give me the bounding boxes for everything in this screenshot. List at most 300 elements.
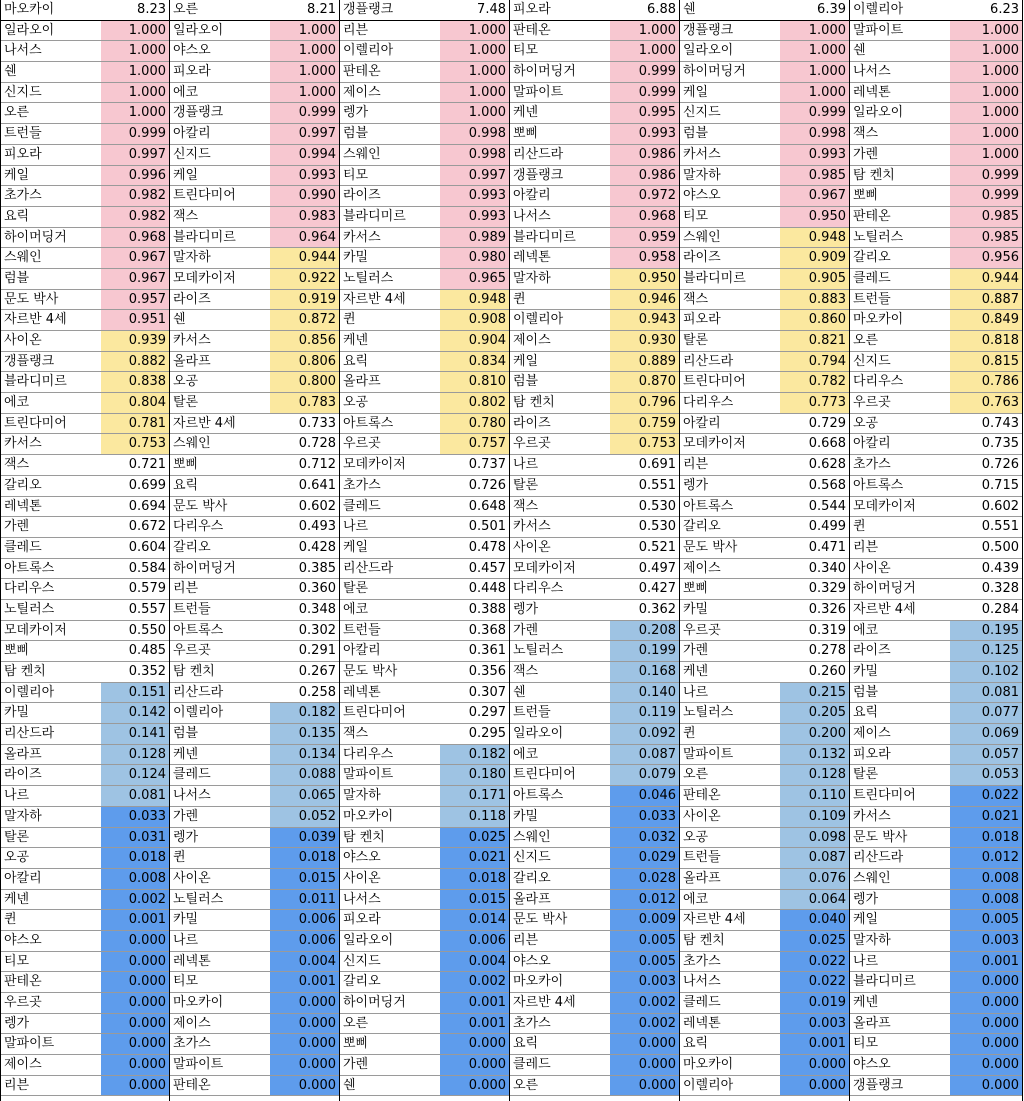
table-row	[170, 207, 339, 228]
matchup-value: 0.135	[270, 724, 339, 744]
champion-name: 자르반 4세	[513, 995, 576, 1010]
table-row	[680, 331, 849, 352]
matchup-value: 0.000	[101, 1014, 169, 1034]
table-row	[340, 310, 509, 331]
matchup-value: 0.081	[950, 683, 1022, 703]
champion-name: 사이온	[683, 808, 721, 824]
champion-name: 탐 켄치	[513, 395, 555, 411]
header-champion: 마오카이	[4, 2, 55, 17]
champion-name: 아칼리	[853, 436, 891, 452]
table-row	[1, 414, 169, 435]
matchup-value: 0.728	[298, 436, 336, 452]
champion-name: 오른	[4, 105, 30, 121]
table-row	[340, 207, 509, 228]
table-row	[170, 641, 339, 662]
champion-name: 다리우스	[343, 746, 394, 762]
champion-name: 잭스	[173, 208, 199, 224]
matchup-value: 0.757	[440, 434, 509, 454]
champion-name: 야스오	[513, 953, 551, 969]
table-row	[170, 186, 339, 207]
champion-name: 레넥톤	[683, 1015, 721, 1031]
champion-name: 이렐리아	[173, 705, 224, 721]
table-row	[510, 414, 679, 435]
champion-name: 우르곳	[173, 643, 211, 659]
champion-name: 요릭	[173, 477, 199, 493]
table-row	[850, 952, 1022, 973]
champion-name: 레넥톤	[4, 498, 42, 514]
champion-name: 우르곳	[683, 622, 721, 638]
champion-name: 노틸러스	[4, 601, 55, 617]
champion-name: 하이머딩거	[683, 64, 746, 80]
table-row	[850, 497, 1022, 518]
matchup-value: 0.328	[981, 581, 1019, 597]
matchup-value: 0.000	[270, 1076, 339, 1096]
matchup-value: 0.000	[610, 1076, 679, 1096]
table-row	[170, 331, 339, 352]
table-row	[1, 579, 169, 600]
champion-name: 피오라	[4, 146, 42, 162]
champion-name: 말자하	[173, 250, 211, 266]
champion-name: 제이스	[343, 84, 381, 100]
table-row	[850, 455, 1022, 476]
champion-name: 문도 박사	[683, 539, 738, 555]
matchup-value: 0.995	[610, 103, 679, 123]
table-row	[510, 869, 679, 890]
table-row	[850, 414, 1022, 435]
matchup-value: 0.887	[950, 290, 1022, 310]
table-row	[850, 703, 1022, 724]
header-score: 7.48	[477, 2, 506, 17]
table-row	[850, 1034, 1022, 1055]
table-row	[680, 683, 849, 704]
table-row	[510, 21, 679, 42]
matchup-value: 0.000	[101, 993, 169, 1013]
matchup-value: 0.001	[440, 993, 509, 1013]
champion-name: 다리우스	[853, 374, 904, 390]
table-row	[1, 1055, 169, 1076]
matchup-value: 0.001	[780, 1034, 849, 1054]
matchup-value: 1.000	[950, 62, 1022, 82]
champion-name: 다리우스	[173, 519, 224, 535]
champion-name: 케일	[853, 912, 879, 928]
table-row	[510, 1034, 679, 1055]
champion-name: 리산드라	[343, 560, 394, 576]
matchup-value: 0.003	[610, 972, 679, 992]
champion-name: 나서스	[4, 43, 42, 59]
table-row	[510, 1014, 679, 1035]
table-row	[680, 890, 849, 911]
matchup-value: 0.694	[128, 498, 166, 514]
matchup-value: 0.260	[808, 664, 846, 679]
table-row	[170, 765, 339, 786]
column-6	[850, 0, 1023, 1101]
matchup-value: 0.909	[780, 248, 849, 268]
table-row	[170, 248, 339, 269]
champion-name: 리산드라	[173, 684, 224, 700]
matchup-value: 0.584	[128, 560, 166, 576]
champion-name: 블라디미르	[343, 208, 406, 224]
matchup-value: 0.956	[950, 248, 1022, 268]
table-row	[1, 1034, 169, 1055]
champion-name: 리산드라	[853, 850, 904, 866]
champion-name: 모데카이저	[853, 498, 916, 514]
champion-name: 리산드라	[4, 726, 55, 742]
champion-name: 아칼리	[173, 126, 211, 142]
matchup-value: 0.721	[128, 457, 166, 473]
matchup-value: 0.882	[101, 352, 169, 372]
champion-name: 말자하	[683, 167, 721, 183]
champion-name: 말자하	[343, 788, 381, 804]
table-row	[340, 331, 509, 352]
champion-name: 트린다미어	[683, 374, 746, 390]
table-row	[170, 890, 339, 911]
table-row	[1, 952, 169, 973]
table-row	[170, 869, 339, 890]
matchup-value: 0.081	[101, 786, 169, 806]
table-row	[850, 1014, 1022, 1035]
champion-name: 이렐리아	[513, 312, 564, 328]
champion-name: 레넥톤	[513, 250, 551, 266]
matchup-value: 0.999	[950, 166, 1022, 186]
matchup-value: 0.950	[610, 269, 679, 289]
matchup-value: 0.033	[101, 807, 169, 827]
matchup-value: 0.009	[610, 910, 679, 930]
table-row	[340, 21, 509, 42]
champion-name: 요릭	[853, 705, 879, 721]
champion-name: 카서스	[343, 229, 381, 245]
champion-name: 말파이트	[683, 746, 734, 762]
table-row	[510, 497, 679, 518]
champion-name: 요릭	[4, 208, 30, 224]
champion-name: 티모	[513, 43, 539, 59]
table-row	[680, 724, 849, 745]
table-row	[680, 807, 849, 828]
table-row	[340, 641, 509, 662]
matchup-value: 0.428	[298, 539, 336, 555]
table-row	[340, 455, 509, 476]
matchup-value: 0.930	[610, 331, 679, 351]
champion-name: 탈론	[343, 581, 369, 597]
table-row	[680, 1076, 849, 1097]
matchup-value: 0.368	[468, 622, 506, 638]
matchup-value: 0.500	[981, 539, 1019, 555]
table-row	[170, 579, 339, 600]
matchup-value: 0.022	[950, 786, 1022, 806]
table-row	[170, 166, 339, 187]
table-row	[850, 103, 1022, 124]
matchup-value: 0.000	[101, 931, 169, 951]
table-row	[850, 848, 1022, 869]
matchup-value: 0.998	[440, 124, 509, 144]
matchup-value: 0.544	[808, 498, 846, 514]
table-row	[680, 476, 849, 497]
champion-name: 일라오이	[343, 932, 394, 948]
table-row	[510, 952, 679, 973]
table-row	[510, 228, 679, 249]
matchup-value: 0.944	[270, 248, 339, 268]
table-row	[510, 579, 679, 600]
champion-name: 에코	[4, 395, 30, 411]
matchup-value: 0.005	[610, 952, 679, 972]
table-row	[850, 352, 1022, 373]
champion-name: 잭스	[853, 126, 879, 142]
table-row	[850, 641, 1022, 662]
matchup-value: 0.753	[610, 434, 679, 454]
champion-name: 신지드	[683, 105, 721, 121]
table-row	[510, 476, 679, 497]
table-row	[680, 41, 849, 62]
matchup-value: 0.641	[298, 477, 336, 493]
table-row	[680, 1014, 849, 1035]
matchup-value: 0.000	[610, 1055, 679, 1075]
table-row	[340, 434, 509, 455]
matchup-value: 0.602	[981, 498, 1019, 514]
table-row	[850, 993, 1022, 1014]
matchup-value: 0.004	[270, 952, 339, 972]
table-row	[340, 248, 509, 269]
champion-name: 오른	[683, 767, 709, 783]
champion-name: 쉔	[853, 43, 866, 59]
champion-name: 갈리오	[853, 250, 891, 266]
champion-name: 쉔	[343, 1077, 356, 1093]
matchup-value: 0.993	[440, 207, 509, 227]
table-row	[170, 621, 339, 642]
table-row	[1, 600, 169, 621]
matchup-value: 0.943	[610, 310, 679, 330]
table-row	[1, 828, 169, 849]
champion-name: 케넨	[343, 333, 369, 348]
champion-name: 노틸러스	[513, 643, 564, 659]
matchup-value: 0.356	[468, 664, 506, 679]
matchup-value: 0.033	[610, 807, 679, 827]
table-row	[340, 1034, 509, 1055]
matchup-value: 0.993	[780, 145, 849, 165]
champion-name: 렝가	[683, 477, 709, 493]
champion-name: 사이온	[173, 870, 211, 886]
table-row	[680, 517, 849, 538]
table-row	[680, 166, 849, 187]
matchup-value: 0.990	[270, 186, 339, 206]
champion-name: 오공	[853, 415, 879, 431]
matchup-value: 0.781	[101, 414, 169, 434]
table-row	[170, 455, 339, 476]
matchup-value: 0.999	[780, 103, 849, 123]
matchup-value: 0.699	[128, 477, 166, 493]
table-row	[170, 517, 339, 538]
matchup-value: 0.763	[950, 393, 1022, 413]
table-row	[340, 579, 509, 600]
matchup-value: 0.140	[610, 683, 679, 703]
table-row	[510, 455, 679, 476]
matchup-value: 0.000	[950, 1014, 1022, 1034]
table-row	[1, 931, 169, 952]
champion-name: 사이온	[513, 539, 551, 555]
table-row	[680, 1055, 849, 1076]
matchup-value: 0.818	[950, 331, 1022, 351]
matchup-value: 0.171	[440, 786, 509, 806]
table-row	[340, 786, 509, 807]
matchup-value: 0.712	[298, 457, 336, 473]
champion-name: 일라오이	[683, 43, 734, 59]
champion-name: 탈론	[173, 395, 199, 411]
champion-name: 스웨인	[343, 146, 381, 162]
matchup-value: 0.448	[468, 581, 506, 597]
champion-name: 케넨	[683, 664, 709, 679]
matchup-value: 0.737	[468, 457, 506, 473]
table-row	[340, 538, 509, 559]
table-row	[1, 786, 169, 807]
champion-name: 나서스	[853, 64, 891, 80]
matchup-value: 0.052	[270, 807, 339, 827]
column-2	[170, 0, 340, 1101]
matchup-value: 0.999	[950, 186, 1022, 206]
table-row	[850, 372, 1022, 393]
table-row	[510, 372, 679, 393]
champion-name: 말파이트	[513, 84, 564, 100]
champion-name: 갱플랭크	[513, 167, 564, 183]
table-row	[510, 166, 679, 187]
matchup-value: 0.092	[610, 724, 679, 744]
table-row	[170, 600, 339, 621]
table-row	[850, 207, 1022, 228]
table-row	[680, 538, 849, 559]
table-row	[340, 186, 509, 207]
champion-name: 하이머딩거	[343, 995, 406, 1010]
table-row	[340, 372, 509, 393]
matchup-value: 0.999	[101, 124, 169, 144]
matchup-value: 1.000	[270, 83, 339, 103]
matchup-value: 0.485	[128, 643, 166, 659]
table-row	[850, 62, 1022, 83]
matchup-value: 0.806	[270, 352, 339, 372]
header-score: 6.39	[817, 2, 846, 17]
matchup-value: 1.000	[610, 41, 679, 61]
table-row	[680, 248, 849, 269]
matchup-value: 0.128	[101, 745, 169, 765]
champion-name: 라이즈	[683, 250, 721, 266]
champion-name: 피오라	[343, 912, 381, 928]
champion-name: 뽀삐	[683, 581, 709, 597]
matchup-value: 0.951	[101, 310, 169, 330]
matchup-value: 0.360	[298, 581, 336, 597]
champion-name: 나서스	[683, 974, 721, 990]
champion-name: 올라프	[513, 891, 551, 907]
matchup-value: 0.889	[610, 352, 679, 372]
champion-name: 카서스	[173, 333, 211, 348]
table-row	[850, 828, 1022, 849]
champion-name: 카밀	[4, 705, 30, 721]
champion-name: 말파이트	[853, 22, 904, 38]
matchup-value: 0.069	[950, 724, 1022, 744]
table-row	[510, 62, 679, 83]
matchup-value: 0.134	[270, 745, 339, 765]
matchup-value: 0.972	[610, 186, 679, 206]
table-row	[340, 393, 509, 414]
table-row	[170, 83, 339, 104]
matchup-value: 1.000	[101, 41, 169, 61]
champion-name: 노틸러스	[683, 705, 734, 721]
champion-name: 쉔	[513, 684, 526, 700]
table-row	[680, 621, 849, 642]
matchup-value: 0.905	[780, 269, 849, 289]
champion-name: 뽀삐	[853, 188, 879, 204]
table-row	[850, 724, 1022, 745]
table-row	[340, 476, 509, 497]
table-row	[340, 993, 509, 1014]
matchup-value: 0.109	[780, 807, 849, 827]
champion-name: 야스오	[853, 1057, 891, 1073]
champion-name: 초가스	[173, 1036, 211, 1052]
header-champion: 이렐리아	[853, 2, 904, 17]
table-row	[680, 497, 849, 518]
table-row	[850, 248, 1022, 269]
champion-name: 마오카이	[173, 995, 224, 1010]
champion-name: 뽀삐	[513, 126, 539, 142]
champion-name: 제이스	[4, 1057, 42, 1073]
table-row	[1, 207, 169, 228]
champion-name: 올라프	[173, 353, 211, 369]
matchup-value: 0.849	[950, 310, 1022, 330]
table-row	[1, 848, 169, 869]
matchup-value: 0.015	[270, 869, 339, 889]
header-score: 8.23	[137, 2, 166, 17]
table-row	[170, 414, 339, 435]
matchup-value: 1.000	[101, 83, 169, 103]
matchup-value: 1.000	[780, 62, 849, 82]
table-row	[170, 393, 339, 414]
table-row	[680, 290, 849, 311]
table-row	[680, 828, 849, 849]
matchup-value: 0.982	[101, 186, 169, 206]
matchup-value: 0.388	[468, 601, 506, 617]
matchup-value: 0.258	[298, 684, 336, 700]
matchup-value: 0.735	[981, 436, 1019, 452]
table-row	[680, 352, 849, 373]
champion-name: 스웨인	[4, 250, 42, 266]
matchup-value: 0.550	[128, 622, 166, 638]
table-row	[1, 21, 169, 42]
champion-name: 신지드	[173, 146, 211, 162]
matchup-value: 0.993	[270, 166, 339, 186]
matchup-value: 0.307	[468, 684, 506, 700]
matchup-value: 0.804	[101, 393, 169, 413]
header-champion: 쉔	[683, 2, 696, 17]
column-header	[850, 0, 1022, 21]
matchup-value: 0.297	[468, 705, 506, 721]
matchup-value: 0.199	[610, 641, 679, 661]
matchup-value: 0.028	[610, 869, 679, 889]
table-row	[510, 848, 679, 869]
champion-name: 요릭	[343, 353, 369, 369]
champion-name: 아칼리	[4, 870, 42, 886]
matchup-value: 0.008	[950, 869, 1022, 889]
matchup-value: 0.726	[981, 457, 1019, 473]
champion-name: 초가스	[4, 188, 42, 204]
matchup-value: 0.128	[780, 765, 849, 785]
matchup-value: 1.000	[440, 83, 509, 103]
champion-name: 라이즈	[343, 188, 381, 204]
table-row	[170, 1034, 339, 1055]
table-row	[680, 869, 849, 890]
table-row	[340, 724, 509, 745]
table-row	[510, 1055, 679, 1076]
champion-name: 오른	[513, 1077, 539, 1093]
matchup-value: 0.982	[101, 207, 169, 227]
table-row	[170, 538, 339, 559]
table-row	[170, 910, 339, 931]
table-row	[510, 703, 679, 724]
champion-name: 문도 박사	[343, 664, 398, 679]
